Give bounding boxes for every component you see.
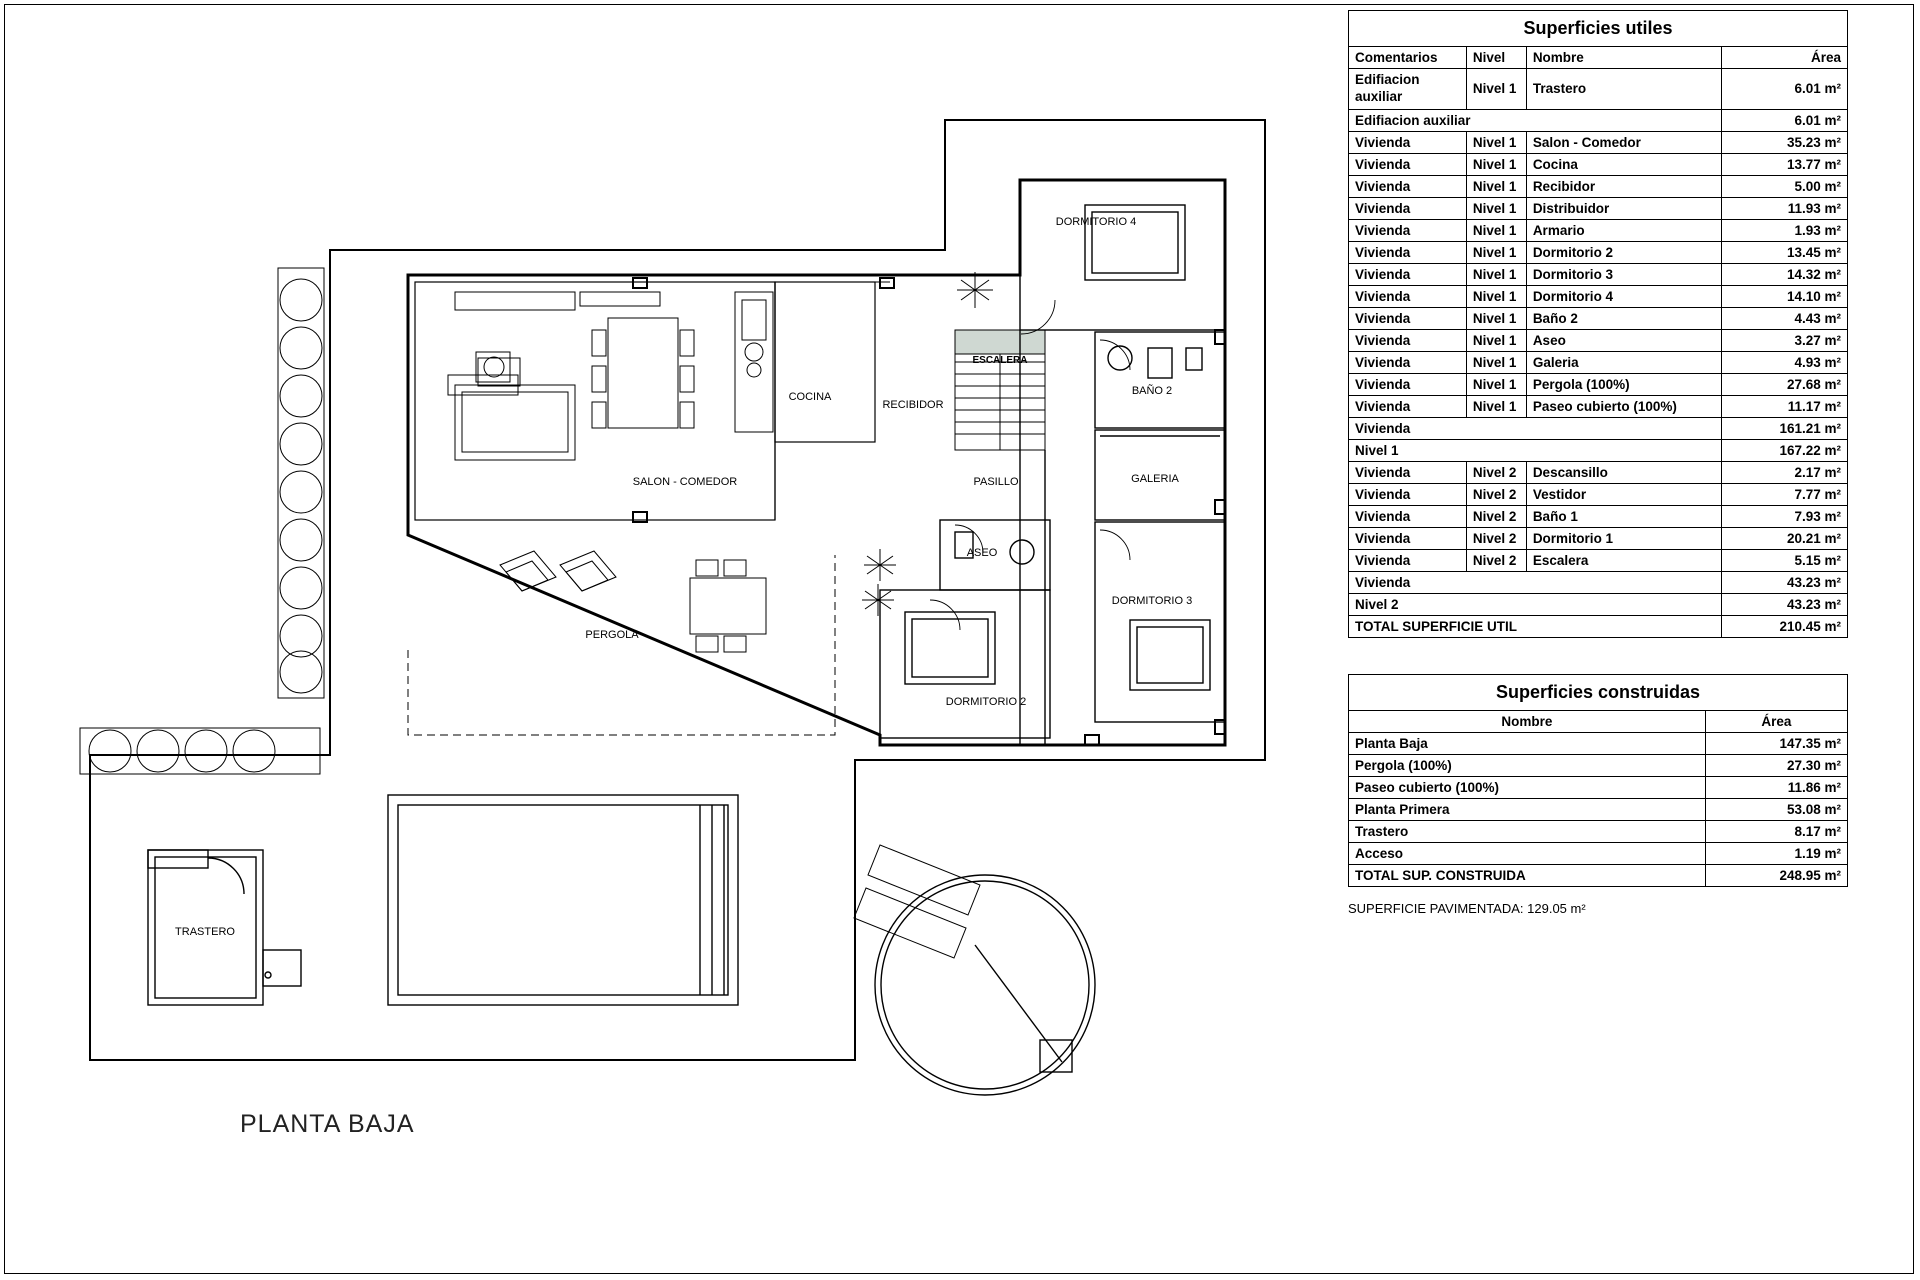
room-label-bano2: BAÑO 2: [1131, 385, 1173, 397]
cell-nombre: Paseo cubierto (100%): [1526, 395, 1722, 417]
cell-area: 5.00 m²: [1722, 175, 1848, 197]
tables-panel: [1348, 10, 1908, 916]
table-row: [1349, 69, 1848, 110]
table-subtotal-row: [1349, 439, 1848, 461]
cell-area: 4.93 m²: [1722, 351, 1848, 373]
cell-comentarios: Vivienda: [1349, 241, 1467, 263]
cell-comentarios: Vivienda: [1349, 131, 1467, 153]
table-row: [1349, 820, 1848, 842]
cell-nivel: Nivel 1: [1466, 285, 1526, 307]
table-subtotal-row: [1349, 571, 1848, 593]
cell-comentarios: Vivienda: [1349, 483, 1467, 505]
cell-area: 11.86 m²: [1705, 776, 1847, 798]
cell-nivel: Nivel 1: [1466, 197, 1526, 219]
cell-nombre: Pergola (100%): [1526, 373, 1722, 395]
cell-comentarios: Vivienda: [1349, 175, 1467, 197]
cell-comentarios: Vivienda: [1349, 263, 1467, 285]
room-label-galeria: GALERIA: [1131, 473, 1179, 485]
table-row: [1349, 732, 1848, 754]
table-row: [1349, 241, 1848, 263]
room-label-pasillo: PASILLO: [973, 476, 1019, 488]
cell-area: 27.30 m²: [1705, 754, 1847, 776]
cell-area: 14.32 m²: [1722, 263, 1848, 285]
cell-area: 7.93 m²: [1722, 505, 1848, 527]
cell-nivel: Nivel 1: [1466, 131, 1526, 153]
cell-nivel: Nivel 2: [1466, 461, 1526, 483]
table-row: [1349, 483, 1848, 505]
cell-area: 147.35 m²: [1705, 732, 1847, 754]
cell-nivel: Nivel 1: [1466, 241, 1526, 263]
cell-nombre: Trastero: [1526, 69, 1722, 110]
cell-nombre: Aseo: [1526, 329, 1722, 351]
table-subtotal-row: [1349, 417, 1848, 439]
room-label-dormitorio2: DORMITORIO 2: [945, 696, 1027, 708]
room-label-escalera: ESCALERA: [972, 355, 1028, 366]
plan-title: PLANTA BAJA: [240, 1110, 415, 1138]
subtotal-label: Edifiacion auxiliar: [1349, 109, 1722, 131]
table-row: [1349, 307, 1848, 329]
cell-area: 7.77 m²: [1722, 483, 1848, 505]
table-row: [1349, 461, 1848, 483]
table-total-row: [1349, 615, 1848, 637]
cell-nivel: Nivel 1: [1466, 373, 1526, 395]
table-row: [1349, 329, 1848, 351]
table-row: [1349, 527, 1848, 549]
cell-comentarios: Vivienda: [1349, 505, 1467, 527]
table-row: [1349, 798, 1848, 820]
cell-nivel: Nivel 2: [1466, 483, 1526, 505]
table-row: [1349, 219, 1848, 241]
cell-comentarios: Vivienda: [1349, 351, 1467, 373]
subtotal-area: 6.01 m²: [1722, 109, 1848, 131]
room-label-recibidor: RECIBIDOR: [882, 399, 944, 411]
cell-nombre: Escalera: [1526, 549, 1722, 571]
header-area: Área: [1722, 47, 1848, 69]
cell-nivel: Nivel 2: [1466, 549, 1526, 571]
superficies-utiles-table: [1348, 10, 1908, 638]
subtotal-label: Vivienda: [1349, 571, 1722, 593]
cell-nombre: Baño 1: [1526, 505, 1722, 527]
subtotal-label: Vivienda: [1349, 417, 1722, 439]
table-row: [1349, 864, 1848, 886]
cell-area: 3.27 m²: [1722, 329, 1848, 351]
room-label-trastero: TRASTERO: [175, 926, 235, 938]
table-row: [1349, 131, 1848, 153]
cell-comentarios: Vivienda: [1349, 527, 1467, 549]
table-row: [1349, 197, 1848, 219]
table-row: [1349, 776, 1848, 798]
cell-comentarios: Vivienda: [1349, 395, 1467, 417]
cell-nivel: Nivel 1: [1466, 219, 1526, 241]
cell-comentarios: Vivienda: [1349, 373, 1467, 395]
cell-nivel: Nivel 1: [1466, 329, 1526, 351]
table-row: [1349, 373, 1848, 395]
table-row: [1349, 505, 1848, 527]
cell-area: 6.01 m²: [1722, 69, 1848, 110]
cell-area: 13.45 m²: [1722, 241, 1848, 263]
cell-comentarios: Vivienda: [1349, 307, 1467, 329]
total-area: 210.45 m²: [1722, 615, 1848, 637]
superficies-construidas-table: [1348, 674, 1908, 887]
header-nivel: Nivel: [1466, 47, 1526, 69]
cell-nivel: Nivel 1: [1466, 395, 1526, 417]
cell-nombre: Baño 2: [1526, 307, 1722, 329]
cell-nombre: Dormitorio 4: [1526, 285, 1722, 307]
cell-nombre: Cocina: [1526, 153, 1722, 175]
cell-comentarios: Vivienda: [1349, 197, 1467, 219]
cell-nombre: Salon - Comedor: [1526, 131, 1722, 153]
room-label-pergola: PERGOLA: [585, 629, 639, 641]
cell-nombre: Armario: [1526, 219, 1722, 241]
header-area: Área: [1705, 710, 1847, 732]
table-row: [1349, 153, 1848, 175]
cell-nivel: Nivel 1: [1466, 175, 1526, 197]
table-row: [1349, 549, 1848, 571]
table-row: [1349, 285, 1848, 307]
subtotal-area: 167.22 m²: [1722, 439, 1848, 461]
subtotal-label: Nivel 2: [1349, 593, 1722, 615]
cell-nombre: Vestidor: [1526, 483, 1722, 505]
cell-comentarios: Vivienda: [1349, 329, 1467, 351]
cell-area: 13.77 m²: [1722, 153, 1848, 175]
table-row: [1349, 395, 1848, 417]
cell-nombre: Planta Primera: [1349, 798, 1706, 820]
table-title-row: [1349, 11, 1848, 47]
cell-nivel: Nivel 1: [1466, 153, 1526, 175]
subtotal-label: Nivel 1: [1349, 439, 1722, 461]
cell-area: 8.17 m²: [1705, 820, 1847, 842]
subtotal-area: 43.23 m²: [1722, 571, 1848, 593]
total-label: TOTAL SUPERFICIE UTIL: [1349, 615, 1722, 637]
cell-comentarios: Vivienda: [1349, 153, 1467, 175]
table-title: Superficies utiles: [1349, 11, 1848, 47]
cell-area: 2.17 m²: [1722, 461, 1848, 483]
room-label-salon: SALON - COMEDOR: [632, 476, 738, 488]
cell-nivel: Nivel 1: [1466, 263, 1526, 285]
cell-area: 5.15 m²: [1722, 549, 1848, 571]
subtotal-area: 161.21 m²: [1722, 417, 1848, 439]
cell-nombre: Pergola (100%): [1349, 754, 1706, 776]
cell-nombre: Dormitorio 3: [1526, 263, 1722, 285]
room-label-dormitorio4: DORMITORIO 4: [1055, 216, 1137, 228]
cell-nombre: Descansillo: [1526, 461, 1722, 483]
cell-nombre: Dormitorio 1: [1526, 527, 1722, 549]
cell-comentarios: Vivienda: [1349, 549, 1467, 571]
table-title: Superficies construidas: [1349, 674, 1848, 710]
pavimentada-note: SUPERFICIE PAVIMENTADA: 129.05 m²: [1348, 900, 1586, 916]
table-row: [1349, 842, 1848, 864]
cell-nombre: Trastero: [1349, 820, 1706, 842]
header-comentarios: Comentarios: [1349, 47, 1467, 69]
cell-area: 27.68 m²: [1722, 373, 1848, 395]
cell-nombre: Paseo cubierto (100%): [1349, 776, 1706, 798]
cell-nivel: Nivel 2: [1466, 527, 1526, 549]
cell-nombre: Acceso: [1349, 842, 1706, 864]
cell-area: 4.43 m²: [1722, 307, 1848, 329]
cell-nombre: Galeria: [1526, 351, 1722, 373]
table-title-row: [1349, 674, 1848, 710]
cell-nombre: Dormitorio 2: [1526, 241, 1722, 263]
cell-nivel: Nivel 2: [1466, 505, 1526, 527]
cell-nivel: Nivel 1: [1466, 351, 1526, 373]
cell-comentarios: Vivienda: [1349, 219, 1467, 241]
table-header-row: [1349, 710, 1848, 732]
table-row: [1349, 351, 1848, 373]
table-row: [1349, 175, 1848, 197]
cell-comentarios: Edifiacion auxiliar: [1349, 69, 1467, 110]
cell-area: 14.10 m²: [1722, 285, 1848, 307]
table-header-row: [1349, 47, 1848, 69]
cell-nivel: Nivel 1: [1466, 69, 1526, 110]
cell-area: 20.21 m²: [1722, 527, 1848, 549]
header-nombre: Nombre: [1526, 47, 1722, 69]
cell-area: 1.93 m²: [1722, 219, 1848, 241]
table-row: [1349, 754, 1848, 776]
table-subtotal-row: [1349, 593, 1848, 615]
cell-nombre: Distribuidor: [1526, 197, 1722, 219]
table-row: [1349, 263, 1848, 285]
cell-nivel: Nivel 1: [1466, 307, 1526, 329]
cell-area: 35.23 m²: [1722, 131, 1848, 153]
cell-comentarios: Vivienda: [1349, 461, 1467, 483]
cell-area: 53.08 m²: [1705, 798, 1847, 820]
table-subtotal-row: [1349, 109, 1848, 131]
header-nombre: Nombre: [1349, 710, 1706, 732]
room-label-cocina: COCINA: [788, 391, 832, 403]
cell-area: 248.95 m²: [1705, 864, 1847, 886]
cell-nombre: Recibidor: [1526, 175, 1722, 197]
room-label-dormitorio3: DORMITORIO 3: [1111, 595, 1193, 607]
cell-area: 11.17 m²: [1722, 395, 1848, 417]
subtotal-area: 43.23 m²: [1722, 593, 1848, 615]
cell-nombre: Planta Baja: [1349, 732, 1706, 754]
cell-nombre: TOTAL SUP. CONSTRUIDA: [1349, 864, 1706, 886]
cell-area: 11.93 m²: [1722, 197, 1848, 219]
cell-area: 1.19 m²: [1705, 842, 1847, 864]
cell-comentarios: Vivienda: [1349, 285, 1467, 307]
room-label-aseo: ASEO: [966, 547, 998, 559]
